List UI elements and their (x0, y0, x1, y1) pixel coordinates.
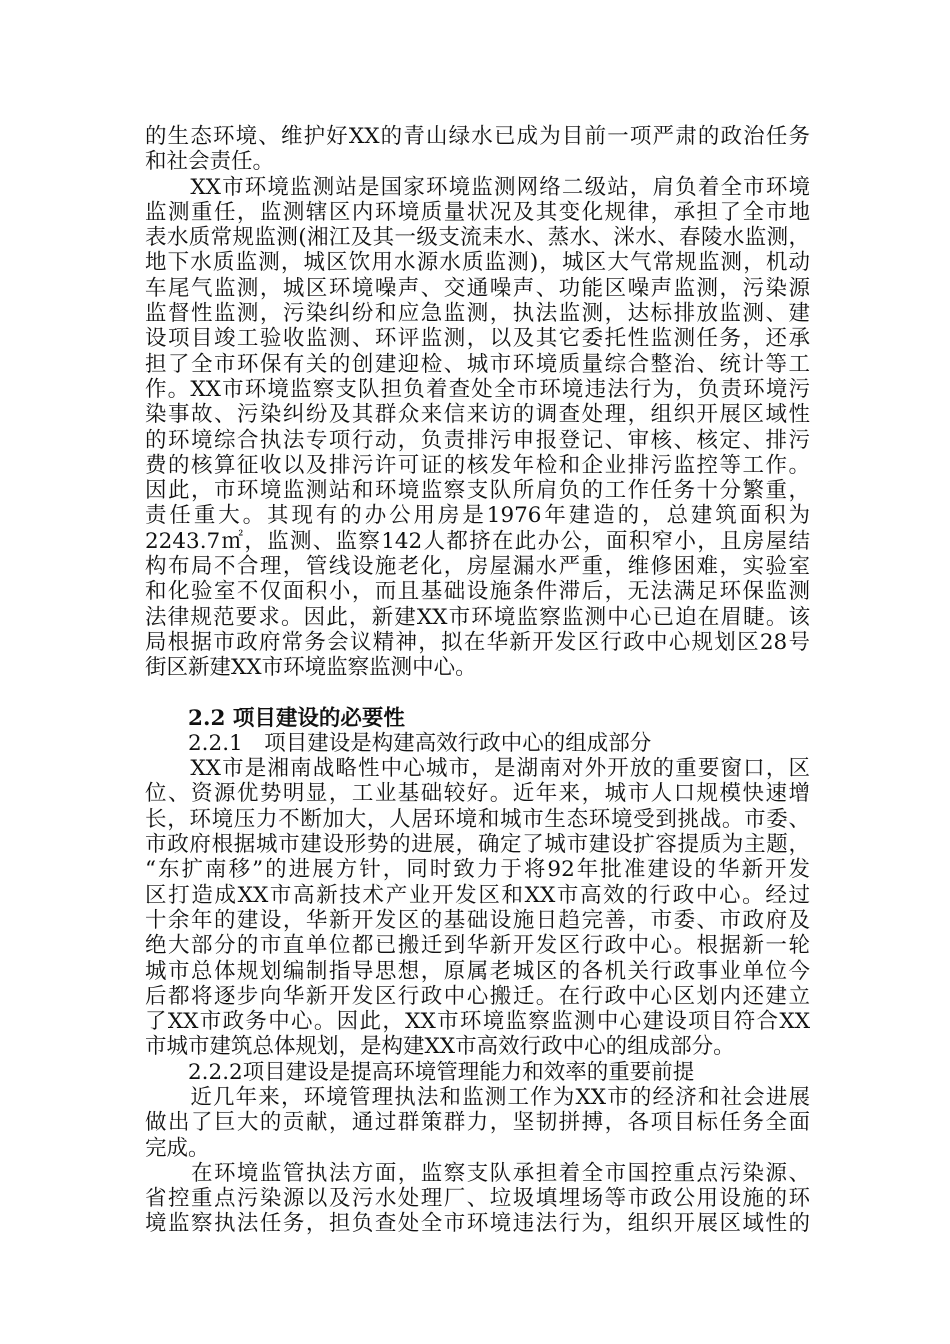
text-line: 车尾气监测，城区环境噪声、交通噪声、功能区噪声监测，污染源 (145, 275, 810, 301)
text-line: 染事故、污染纠纷及其群众来信来访的调查处理，组织开展区域性 (145, 402, 810, 428)
text-line: 十余年的建设，华新开发区的基础设施日趋完善，市委、市政府及 (145, 907, 810, 933)
text-line: 做出了巨大的贡献，通过群策群力，坚韧拼搏，各项目标任务全面 (145, 1110, 810, 1136)
text-line: 构布局不合理，管线设施老化，房屋漏水严重，维修困难，实验室 (145, 554, 810, 580)
text-line: 局根据市政府常务会议精神，拟在华新开发区行政中心规划区28号 (145, 629, 810, 655)
section-heading-2-2-1: 2.2.1 项目建设是构建高效行政中心的组成部分 (145, 730, 652, 756)
document-page (145, 124, 810, 1237)
text-line: XX市环境监测站是国家环境监测网络二级站，肩负着全市环境 (145, 174, 810, 200)
text-line: 境监察执法任务，担负查处全市环境违法行为，组织开展区域性的 (145, 1211, 810, 1237)
text-line: 和化验室不仅面积小，而且基础设施条件滞后，无法满足环保监测 (145, 579, 810, 605)
paragraph-intro-end (145, 124, 810, 175)
text-line: 街区新建XX市环境监察监测中心。 (145, 655, 477, 681)
text-line: 在环境监管执法方面，监察支队承担着全市国控重点污染源、 (145, 1160, 810, 1186)
text-line: 省控重点污染源以及污水处理厂、垃圾填埋场等市政公用设施的环 (145, 1186, 810, 1212)
text-line: 城市总体规划编制指导思想，原属老城区的各机关行政事业单位今 (145, 958, 810, 984)
paragraph-enforcement (145, 1161, 810, 1237)
section-heading-2-2: 2.2 项目建设的必要性 (145, 705, 405, 731)
section-heading-2-2-2: 2.2.2项目建设是提高环境管理能力和效率的重要前提 (145, 1059, 695, 1085)
text-line: 的生态环境、维护好XX的青山绿水已成为目前一项严肃的政治任务 (145, 124, 810, 149)
text-line: 监督性监测，污染纠纷和应急监测，执法监测，达标排放监测、建 (145, 301, 810, 327)
text-line: 市城市建筑总体规划，是构建XX市高效行政中心的组成部分。 (145, 1034, 735, 1060)
text-line: 完成。 (145, 1135, 210, 1161)
text-line: XX市是湘南战略性中心城市，是湖南对外开放的重要窗口，区 (145, 756, 810, 782)
text-line: 绝大部分的市直单位都已搬迁到华新开发区行政中心。根据新一轮 (145, 933, 810, 959)
text-line: “东扩南移”的进展方针，同时致力于将92年批准建设的华新开发 (145, 857, 810, 883)
text-line: 设项目竣工验收监测、环评监测，以及其它委托性监测任务，还承 (145, 326, 810, 352)
text-line: 长，环境压力不断加大，人居环境和城市生态环境受到挑战。市委、 (145, 806, 810, 832)
text-line: 的环境综合执法专项行动，负责排污申报登记、审核、核定、排污 (145, 427, 810, 453)
text-line: 责任重大。其现有的办公用房是1976年建造的，总建筑面积为 (145, 503, 810, 529)
spacer (145, 681, 810, 706)
text-line: 和社会责任。 (145, 149, 275, 175)
paragraph-monitoring-station (145, 175, 810, 681)
text-line: 监测重任，监测辖区内环境质量状况及其变化规律，承担了全市地 (145, 199, 810, 225)
text-line: 担了全市环保有关的创建迎检、城市环境质量综合整治、统计等工 (145, 351, 810, 377)
text-line: 2243.7㎡，监测、监察142人都挤在此办公，面积窄小，且房屋结 (145, 528, 810, 554)
text-line: 表水质常规监测(湘江及其一级支流耒水、蒸水、洣水、春陵水监测， (145, 225, 810, 251)
text-line: 因此，市环境监测站和环境监察支队所肩负的工作任务十分繁重， (145, 478, 810, 504)
text-line: 位、资源优势明显，工业基础较好。近年来，城市人口规模快速增 (145, 781, 810, 807)
text-line: 地下水质监测，城区饮用水源水质监测)，城区大气常规监测，机动 (145, 250, 810, 276)
text-line: 区打造成XX市高新技术产业开发区和XX市高效的行政中心。经过 (145, 882, 810, 908)
text-line: 后都将逐步向华新开发区行政中心搬迁。在行政中心区划内还建立 (145, 983, 810, 1009)
text-line: 了XX市政务中心。因此，XX市环境监察监测中心建设项目符合XX (145, 1009, 810, 1035)
text-line: 市政府根据城市建设形势的进展，确定了城市建设扩容提质为主题， (145, 832, 810, 858)
paragraph-strategic-city (145, 756, 810, 1060)
text-line: 近几年来，环境管理执法和监测工作为XX市的经济和社会进展 (145, 1084, 810, 1110)
paragraph-recent-years (145, 1085, 810, 1161)
text-line: 费的核算征收以及排污许可证的核发年检和企业排污监控等工作。 (145, 452, 810, 478)
text-line: 法律规范要求。因此，新建XX市环境监察监测中心已迫在眉睫。该 (145, 604, 810, 630)
text-line: 作。XX市环境监察支队担负着查处全市环境违法行为，负责环境污 (145, 376, 810, 402)
